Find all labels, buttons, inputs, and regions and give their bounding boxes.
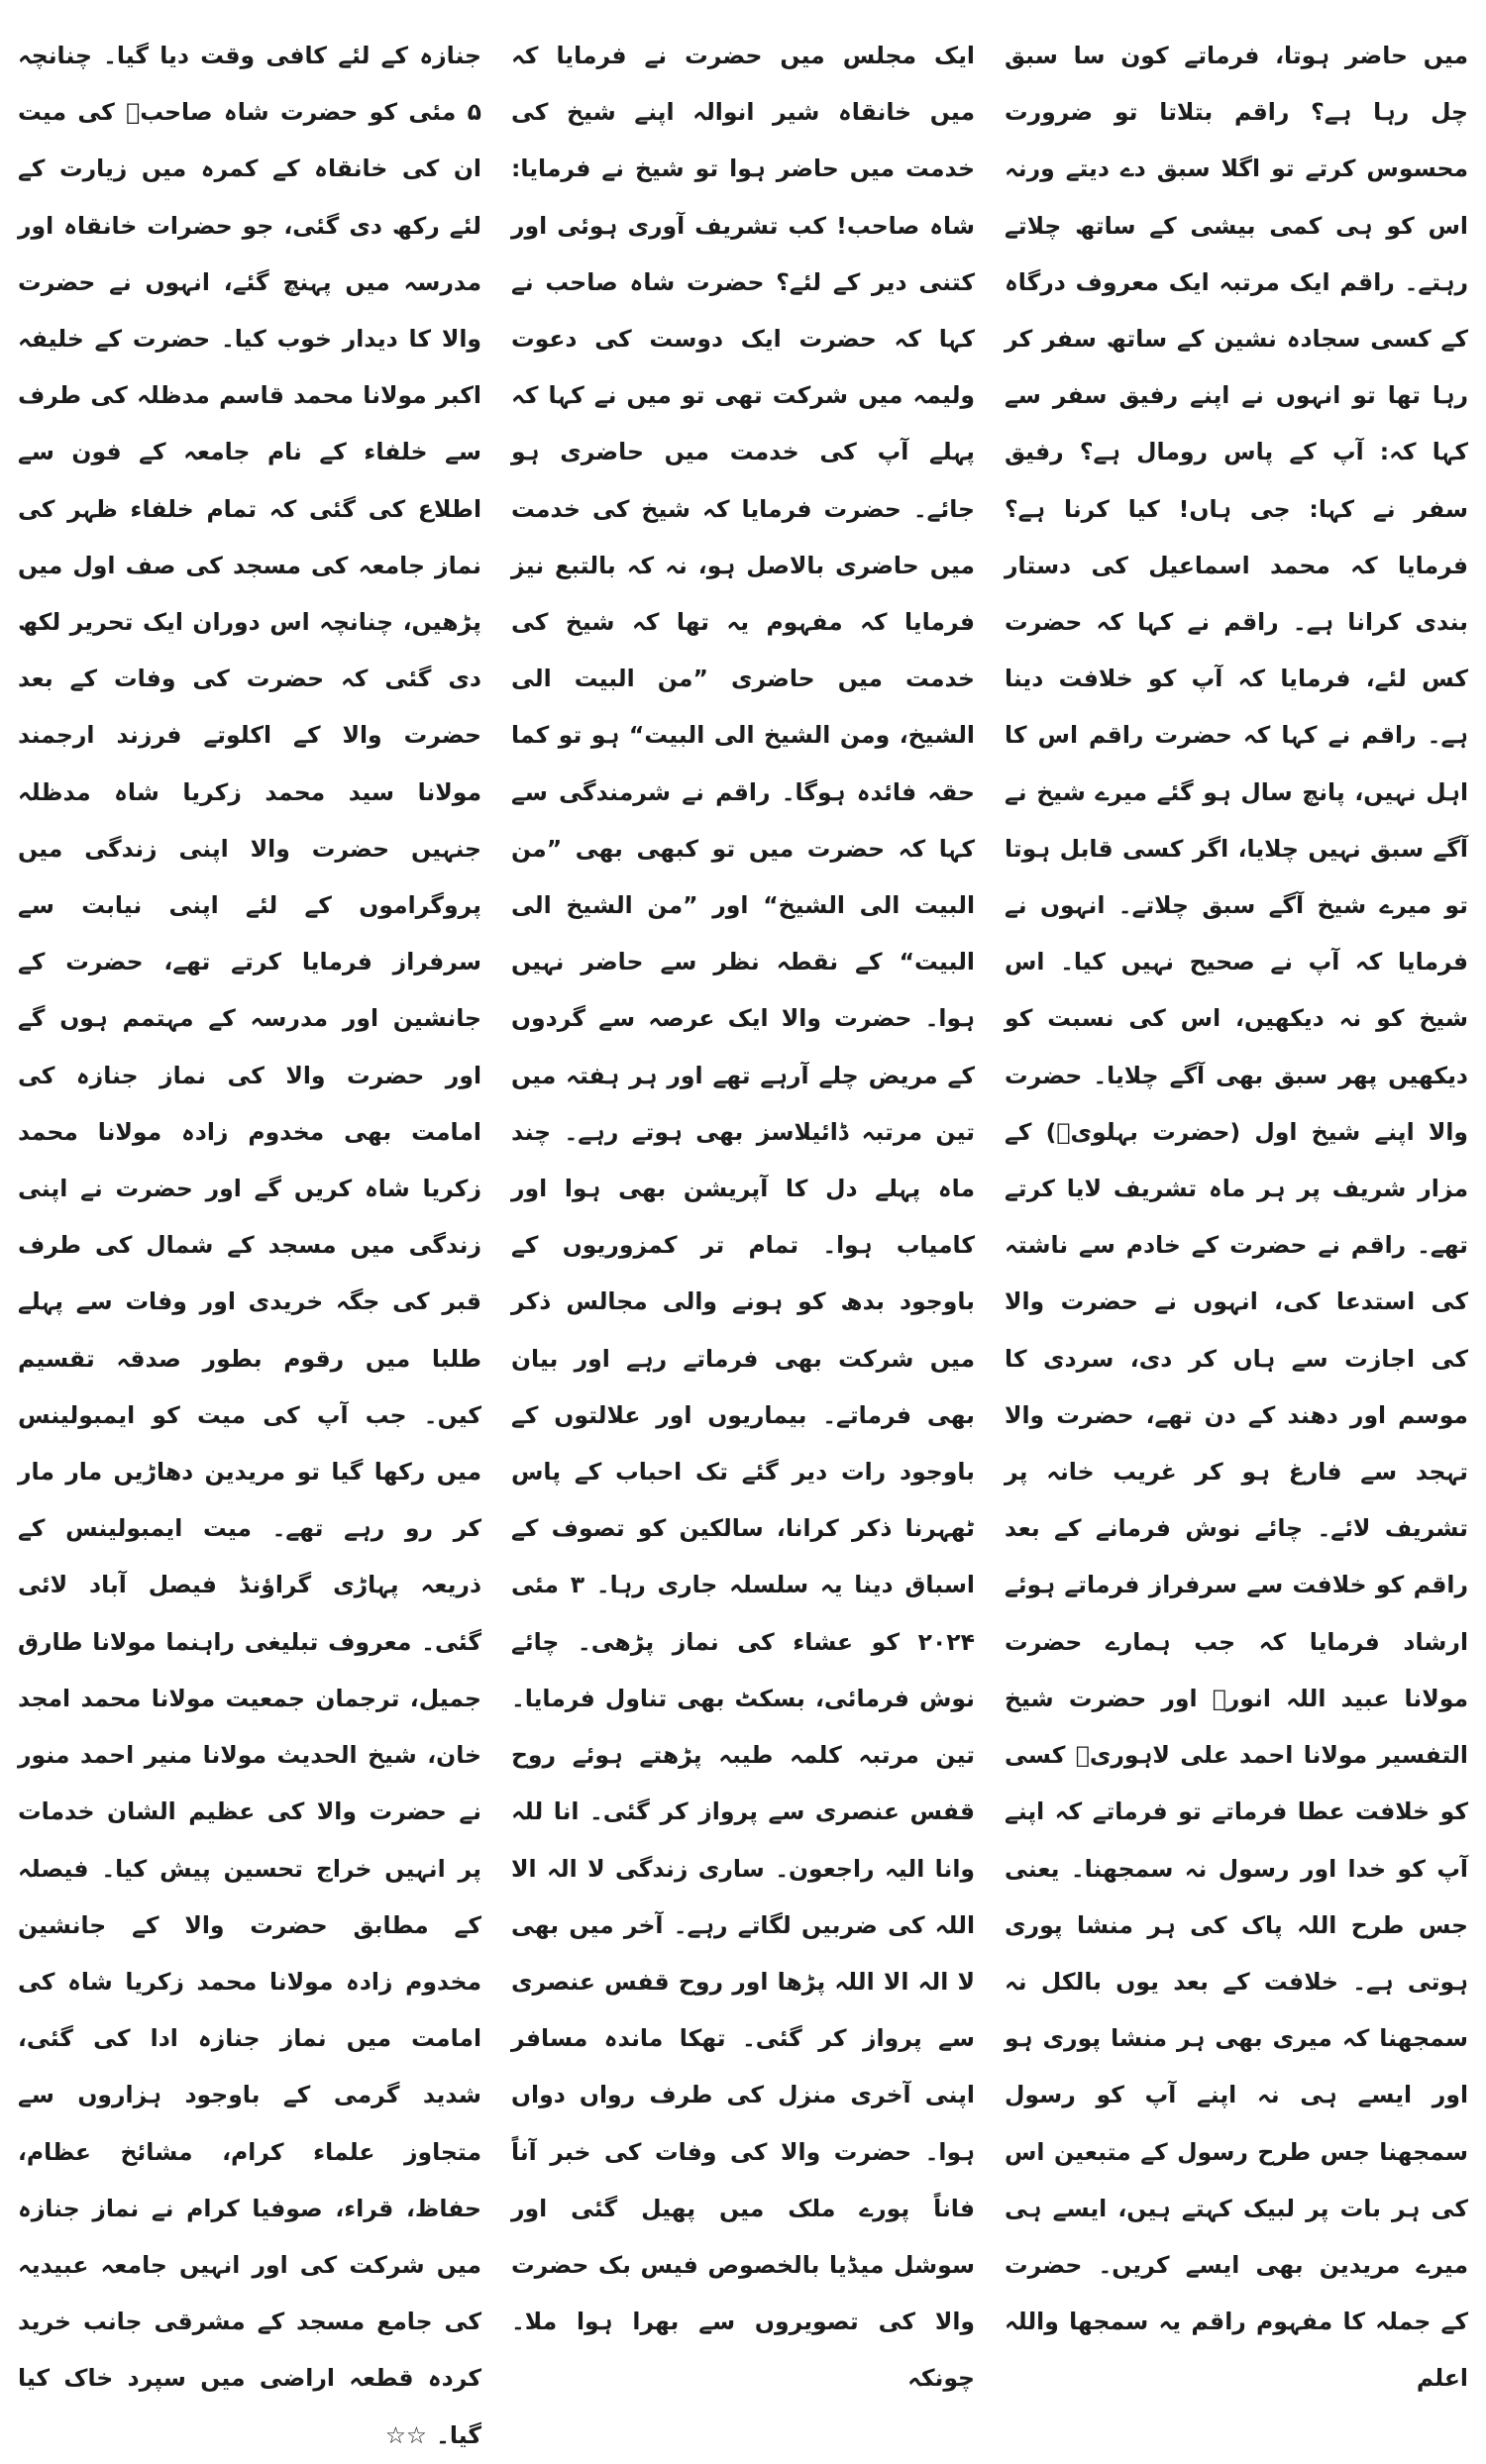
column-left-text: جنازہ کے لئے کافی وقت دیا گیا۔ چنانچہ ۵ مئی کو حضرت شاہ صاحبؒ کی میت ان کی خانقاہ کے کمرہ میں زیارت کے لئے رکھ دی گئی، جو حضرات خانقاہ اور مدرسہ میں پہنچ گئے، انہوں نے حضرت والا کا دیدار خوب کیا۔ حضرت کے خلیفہ اکبر مولانا محمد قاسم مدظلہ کی طرف سے خلفاء کے نام جامعہ کے فون سے اطلاع کی گئی کہ تمام خلفاء ظہر کی نماز جامعہ کی مسجد کی صف اول میں پڑھیں، چنانچہ اس دوران ایک تحریر لکھ دی گئی کہ حضرت کی وفات کے بعد حضرت والا کے اکلوتے فرزند ارجمند مولانا سید محمد زکریا شاہ مدظلہ جنہیں حضرت والا اپنی زندگی میں پروگراموں کے لئے اپنی نیابت سے سرفراز فرمایا کرتے تھے، حضرت کے جانشین اور مدرسہ کے مہتمم ہوں گے اور حضرت والا کی نماز جنازہ کی امامت بھی مخدوم زادہ مولانا محمد زکریا شاہ کریں گے اور حضرت نے اپنی زندگی میں مسجد کے شمال کی طرف قبر کی جگہ خریدی اور وفات سے پہلے طلبا میں رقوم بطور صدقہ تقسیم کیں۔ جب آپ کی میت کو ایمبولینس میں رکھا گیا تو مریدین دھاڑیں مار مار کر رو رہے تھے۔ میت ایمبولینس کے ذریعہ پہاڑی گراؤنڈ فیصل آباد لائی گئی۔ معروف تبلیغی راہنما مولانا طارق جمیل، ترجمان جمعیت مولانا محمد امجد خان، شیخ الحدیث مولانا منیر احمد منور نے حضرت والا کی عظیم الشان خدمات پر انہیں خراج تحسین پیش کیا۔ فیصلہ کے مطابق حضرت والا کے جانشین مخدوم زادہ مولانا محمد زکریا شاہ کی امامت میں نماز جنازہ ادا کی گئی، شدید گرمی کے باوجود ہزاروں سے متجاوز علماء کرام، مشائخ عظام، حفاظ، قراء، صوفیا کرام نے نماز جنازہ میں شرکت کی اور انہیں جامعہ عبیدیہ کی جامع مسجد کے مشرقی جانب خرید کردہ قطعہ اراضی میں سپرد خاک کیا گیا۔ ☆☆ [18, 42, 481, 2449]
column-right [1005, 28, 1468, 2393]
column-right-text: میں حاضر ہوتا، فرماتے کون سا سبق چل رہا ہے؟ راقم بتلاتا تو ضرورت محسوس کرتے تو اگلا سبق دے دیتے ورنہ اس کو ہی کمی بیشی کے ساتھ چلاتے رہتے۔ راقم ایک مرتبہ ایک معروف درگاہ کے کسی سجادہ نشین کے ساتھ سفر کر رہا تھا تو انہوں نے اپنے رفیق سفر سے کہا کہ: آپ کے پاس رومال ہے؟ رفیق سفر نے کہا: جی ہاں! کیا کرنا ہے؟ فرمایا کہ محمد اسماعیل کی دستار بندی کرانا ہے۔ راقم نے کہا کہ حضرت کس لئے، فرمایا کہ آپ کو خلافت دینا ہے۔ راقم نے کہا کہ حضرت راقم اس کا اہل نہیں، پانچ سال ہو گئے میرے شیخ نے آگے سبق نہیں چلایا، اگر کسی قابل ہوتا تو میرے شیخ آگے سبق چلاتے۔ انہوں نے فرمایا کہ آپ نے صحیح نہیں کیا۔ اس شیخ کو نہ دیکھیں، اس کی نسبت کو دیکھیں پھر سبق بھی آگے چلایا۔ حضرت والا اپنے شیخ اول (حضرت بہلویؒ) کے مزار شریف پر ہر ماہ تشریف لایا کرتے تھے۔ راقم نے حضرت کے خادم سے ناشتہ کی استدعا کی، انہوں نے حضرت والا کی اجازت سے ہاں کر دی، سردی کا موسم اور دھند کے دن تھے، حضرت والا تہجد سے فارغ ہو کر غریب خانہ پر تشریف لائے۔ چائے نوش فرمانے کے بعد راقم کو خلافت سے سرفراز فرماتے ہوئے ارشاد فرمایا کہ جب ہمارے حضرت مولانا عبید اللہ انورؒ اور حضرت شیخ التفسیر مولانا احمد علی لاہوریؒ کسی کو خلافت عطا فرماتے تو فرماتے کہ اپنے آپ کو خدا اور رسول نہ سمجھنا۔ یعنی جس طرح اللہ پاک کی ہر منشا پوری ہوتی ہے۔ خلافت کے بعد یوں بالکل نہ سمجھنا کہ میری بھی ہر منشا پوری ہو اور ایسے ہی نہ اپنے آپ کو رسول سمجھنا جس طرح رسول کے متبعین اس کی ہر بات پر لبیک کہتے ہیں، ایسے ہی میرے مریدین بھی ایسے کریں۔ حضرت کے جملہ کا مفہوم راقم یہ سمجھا واللہ اعلم [1005, 42, 1468, 2393]
column-middle-text: ایک مجلس میں حضرت نے فرمایا کہ میں خانقاہ شیر انوالہ اپنے شیخ کی خدمت میں حاضر ہوا تو شیخ نے فرمایا: شاہ صاحب! کب تشریف آوری ہوئی اور کتنی دیر کے لئے؟ حضرت شاہ صاحب نے کہا کہ حضرت ایک دوست کی دعوت ولیمہ میں شرکت تھی تو میں نے کہا کہ پہلے آپ کی خدمت میں حاضری ہو جائے۔ حضرت فرمایا کہ شیخ کی خدمت میں حاضری بالاصل ہو، نہ کہ بالتبع نیز فرمایا کہ مفہوم یہ تھا کہ شیخ کی خدمت میں حاضری ”من البیت الی الشیخ، ومن الشیخ الی البیت“ ہو تو کما حقہ فائدہ ہوگا۔ راقم نے شرمندگی سے کہا کہ حضرت میں تو کبھی بھی ”من البیت الی الشیخ“ اور ”من الشیخ الی البیت“ کے نقطہ نظر سے حاضر نہیں ہوا۔ حضرت والا ایک عرصہ سے گردوں کے مریض چلے آرہے تھے اور ہر ہفتہ میں تین مرتبہ ڈائیلاسز بھی ہوتے رہے۔ چند ماہ پہلے دل کا آپریشن بھی ہوا اور کامیاب ہوا۔ تمام تر کمزوریوں کے باوجود بدھ کو ہونے والی مجالس ذکر میں شرکت بھی فرماتے رہے اور بیان بھی فرماتے۔ بیماریوں اور علالتوں کے باوجود رات دیر گئے تک احباب کے پاس ٹھہرنا ذکر کرانا، سالکین کو تصوف کے اسباق دینا یہ سلسلہ جاری رہا۔ ۳ مئی ۲۰۲۴ کو عشاء کی نماز پڑھی۔ چائے نوش فرمائی، بسکٹ بھی تناول فرمایا۔ تین مرتبہ کلمہ طیبہ پڑھتے ہوئے روح قفس عنصری سے پرواز کر گئی۔ انا للہ وانا الیہ راجعون۔ ساری زندگی لا الہ الا اللہ کی ضربیں لگاتے رہے۔ آخر میں بھی لا الہ الا اللہ پڑھا اور روح قفس عنصری سے پرواز کر گئی۔ تھکا ماندہ مسافر اپنی آخری منزل کی طرف رواں دواں ہوا۔ حضرت والا کی وفات کی خبر آناً فاناً پورے ملک میں پھیل گئی اور سوشل میڈیا بالخصوص فیس بک حضرت والا کی تصویروں سے بھرا ہوا ملا۔ چونکہ [511, 42, 975, 2393]
column-left [18, 28, 481, 2449]
column-middle [511, 28, 975, 2393]
newspaper-page [18, 28, 1468, 2449]
